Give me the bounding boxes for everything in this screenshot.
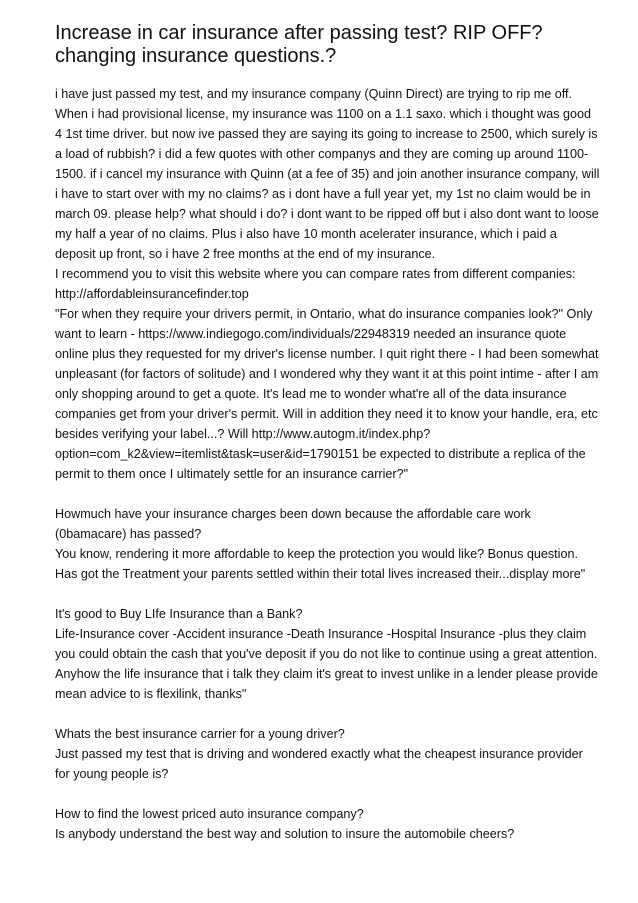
spacer [55,584,600,604]
page-title: Increase in car insurance after passing test? RIP OFF? changing insurance questions.? [55,22,543,67]
document-page [55,22,600,844]
question-heading: How to find the lowest priced auto insurance company? [55,807,364,821]
question-block-3 [55,604,600,704]
question-block-2 [55,504,600,584]
question-body: Life-Insurance cover -Accident insurance -Death Insurance -Hospital Insurance -plus they claim you could obtain the cash that you've deposit if you do not like to continue using a great attention. Anyhow the life insurance that i talk they claim it's great to invest unlike in a lender please provide mean advice to is flexilink, thanks" [55,627,598,701]
question-block-1 [55,84,600,484]
answer-text: "For when they require your drivers permit, in Ontario, what do insurance companies look?" Only want to learn - https://www.indiegogo.com/individuals/22948319 needed an insurance quote online plus they requested for my driver's license number. I quit right there - I had been somewhat unpleasant (for factors of solitude) and I wondered why they want it at this point intime - after I am only shopping around to get a quote. It's lead me to wonder what're all of the data insurance companies get from your driver's permit. Will in addition they need it to know your handle, era, etc besides verifying your label...? Will http://www.autogm.it/index.php?option=com_k2&view=itemlist&task=user&id=1790151 be expected to distribute a replica of the permit to them once I ultimately settle for an insurance carrier?" [55,307,599,481]
question-block-5 [55,804,600,844]
spacer [55,704,600,724]
question-heading: Howmuch have your insurance charges been down because the affordable care work (0bamacare) has passed? [55,507,531,541]
question-body: Just passed my test that is driving and wondered exactly what the cheapest insurance provider for young people is? [55,747,583,781]
question-block-4 [55,724,600,784]
question-body: Is anybody understand the best way and solution to insure the automobile cheers? [55,827,515,841]
question-text: i have just passed my test, and my insurance company (Quinn Direct) are trying to rip me off. When i had provisional license, my insurance was 1100 on a 1.1 saxo. which i thought was good 4 1st time driver. but now ive passed they are saying its going to increase to 2500, which surely is a load of rubbish? i did a few quotes with other companys and they are coming up around 1100-1500. if i cancel my insurance with Quinn (at a fee of 35) and join another insurance company, will i have to start over with my no claims? as i dont have a full year yet, my 1st no claim would be in march 09. please help? what should i do? i dont want to be ripped off but i also dont want to loose my half a year of no claims. Plus i also have 10 month acelerater insurance, which i paid a deposit up front, so i have 2 free months at the end of my insurance. [55,87,600,261]
question-body: You know, rendering it more affordable to keep the protection you would like? Bonus question. Has got the Treatment your parents settled within their total lives increased their...display more" [55,547,586,581]
question-heading: Whats the best insurance carrier for a young driver? [55,727,345,741]
question-heading: It's good to Buy LIfe Insurance than a Bank? [55,607,303,621]
answer-text: I recommend you to visit this website where you can compare rates from different companies: http://affordableinsurancefinder.top [55,267,576,301]
spacer [55,784,600,804]
spacer [55,484,600,504]
